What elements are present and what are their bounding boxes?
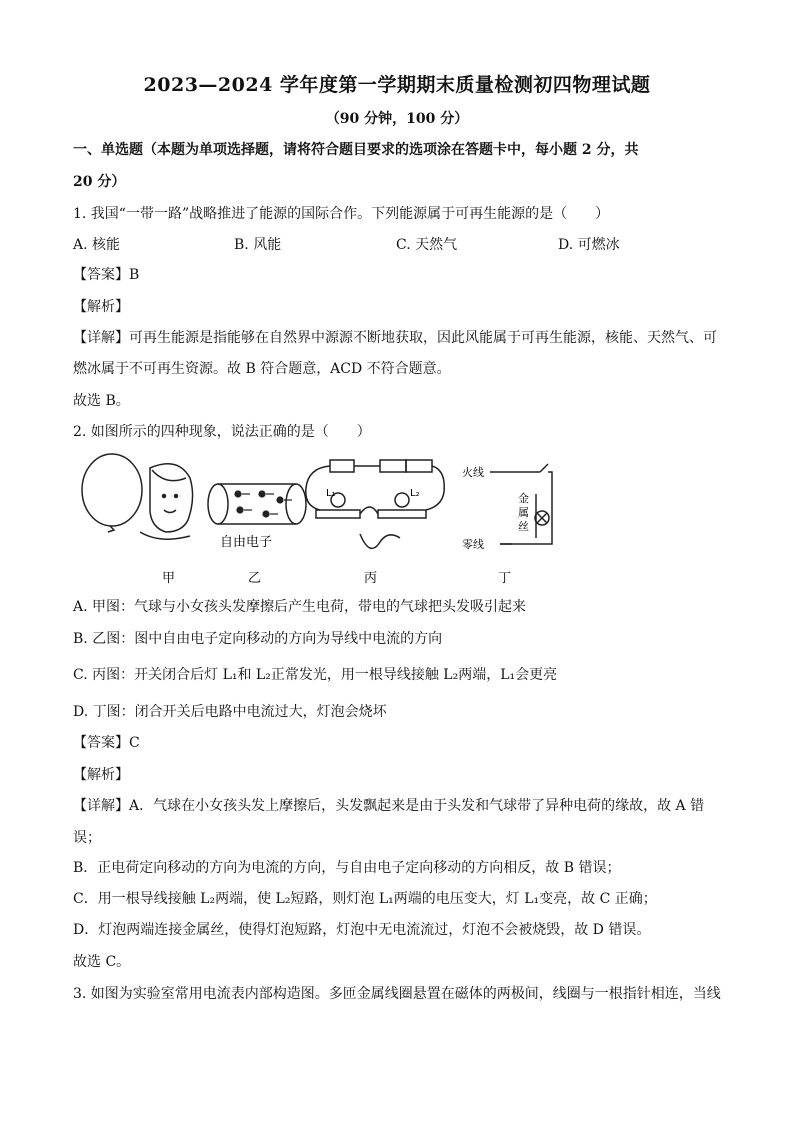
exam-title: 2023—2024 学年度第一学期期末质量检测初四物理试题 [143, 74, 651, 96]
q2-detail-a-line1: 【详解】A．气球在小女孩头发上摩擦后，头发飘起来是由于头发和气球带了异种电荷的缘故，故 A 错 [73, 798, 705, 814]
wire-cylinder-illustration [208, 484, 306, 524]
metal-wire-label-2: 属 [518, 506, 529, 519]
figure-label-yi: 乙 [248, 571, 262, 586]
exam-subtitle: （90 分钟，100 分） [325, 111, 469, 127]
q2-analysis-label: 【解析】 [73, 767, 129, 783]
q2-option-d: D. 丁图：闭合开关后电路中电流过大，灯泡会烧坏 [73, 704, 387, 720]
q1-answer: 【答案】B [73, 267, 140, 283]
metal-wire-label-3: 丝 [518, 520, 529, 533]
q1-conclusion: 故选 B。 [73, 393, 130, 409]
q2-answer: 【答案】C [73, 735, 140, 751]
q1-option-c: C. 天然气 [396, 237, 458, 253]
q2-conclusion: 故选 C。 [73, 954, 131, 970]
section-heading-line1: 一、单选题（本题为单项选择题，请将符合题目要求的选项涂在答题卡中，每小题 2 分，共 [73, 142, 639, 158]
q1-analysis-label: 【解析】 [73, 299, 129, 315]
two-lamp-circuit-illustration [306, 460, 444, 548]
figure-label-ding: 丁 [498, 571, 512, 586]
q1-detail-line1: 【详解】可再生能源是指能够在自然界中源源不断地获取，因此风能属于可再生能源，核能、天然气、可 [73, 330, 717, 346]
figure-label-bing: 丙 [364, 571, 378, 586]
figure-label-jia: 甲 [162, 571, 176, 586]
q2-detail-a-line2: 误； [73, 830, 101, 846]
q2-detail-d: D．灯泡两端连接金属丝，使得灯泡短路，灯泡中无电流流过，灯泡不会被烧毁，故 D 错误。 [73, 922, 651, 938]
q2-detail-c: C．用一根导线接触 L₂两端，使 L₂短路，则灯泡 L₁两端的电压变大，灯 L₁变亮，故 C 正确； [73, 891, 657, 907]
q1-option-a: A. 核能 [73, 237, 121, 253]
section-heading-line2: 20 分） [73, 174, 126, 190]
live-wire-label: 火线 [462, 466, 484, 479]
lamp-l1-label: L₁ [326, 488, 336, 499]
q3-stem: 3. 如图为实验室常用电流表内部构造图。多匝金属线圈悬置在磁体的两极间，线圈与一根指针相连，当线 [73, 986, 721, 1002]
q2-option-b: B. 乙图：图中自由电子定向移动的方向为导线中电流的方向 [73, 631, 443, 647]
free-electron-label: 自由电子 [220, 535, 273, 550]
metal-wire-label-1: 金 [518, 492, 529, 505]
q1-detail-line2: 燃冰属于不可再生资源。故 B 符合题意，ACD 不符合题意。 [73, 361, 451, 377]
q2-option-a: A. 甲图：气球与小女孩头发摩擦后产生电荷，带电的气球把头发吸引起来 [73, 599, 527, 615]
lamp-l2-label: L₂ [410, 488, 420, 499]
q2-stem: 2. 如图所示的四种现象，说法正确的是（ ） [73, 424, 371, 440]
neutral-wire-label: 零线 [462, 538, 484, 551]
q1-option-b: B. 风能 [234, 237, 282, 253]
q2-option-c: C. 丙图：开关闭合后灯 L₁和 L₂正常发光，用一根导线接触 L₂两端，L₁会更亮 [73, 667, 558, 683]
balloon-girl-illustration [82, 454, 193, 539]
q1-stem: 1. 我国“一带一路”战略推进了能源的国际合作。下列能源属于可再生能源的是（ ） [73, 206, 610, 222]
q2-figure [70, 448, 570, 588]
q2-detail-b: B．正电荷定向移动的方向为电流的方向，与自由电子定向移动的方向相反，故 B 错误； [73, 860, 621, 876]
q1-option-d: D. 可燃冰 [558, 237, 620, 253]
